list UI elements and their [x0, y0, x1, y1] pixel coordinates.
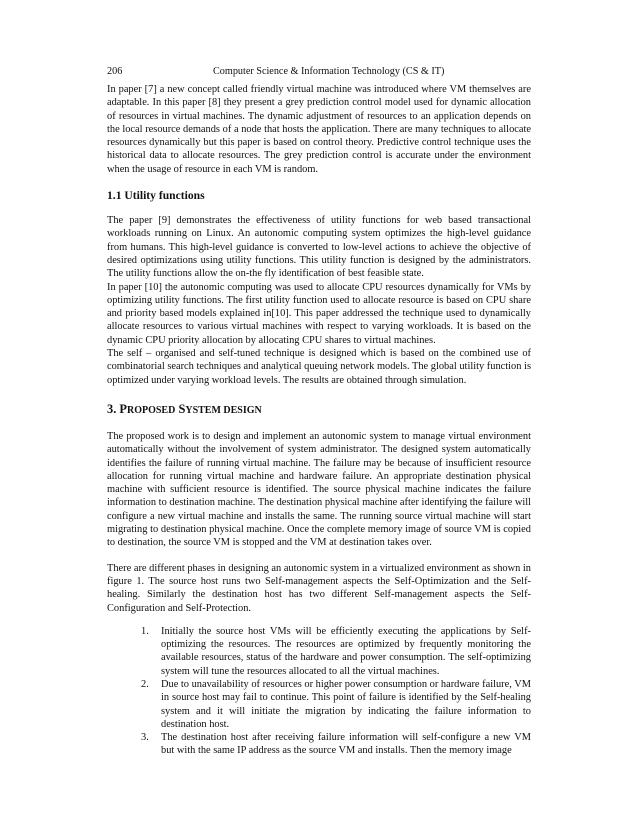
- list-item-number: 1.: [141, 625, 149, 637]
- list-item: [124, 731, 531, 758]
- list-item-number: 3.: [141, 732, 149, 744]
- page-number: 206: [107, 66, 123, 77]
- section-heading-proposed-system-design: [107, 402, 531, 418]
- section-heading-utility-functions: 1.1 Utility functions: [107, 189, 205, 203]
- section-number: 3.: [107, 401, 117, 416]
- list-item-text: Due to unavailability of resources or higher power consumption or hardware failure, VM in source host may fail to continue. This point of failure is identified by the Self-healing system and it will initiate the migration by indicating the failure information to destination host.: [161, 678, 532, 730]
- list-item: [124, 678, 531, 731]
- proposed-paragraph-2: There are different phases in designing an autonomic system in a virtualized environment as shown in figure 1. The source host runs two Self-management aspects the Self-Optimization and the Self-healing. Similarly the destination host has two different Self-management aspects the Self-Configuration and Self-Protection.: [107, 562, 531, 614]
- utility-paragraph-2: In paper [10] the autonomic computing was used to allocate CPU resources dynamically for VMs by optimizing utility functions. The first utility function used to allocate resource is based on CPU share and priority based models explained in[10]. This paper addressed the technique used to dynamically allocate resources to various virtual machines with respect to varying workloads. It is based on the dynamic CPU priority allocation by allocating CPU shares to virtual machines.: [107, 281, 531, 346]
- utility-paragraph-1: The paper [9] demonstrates the effectiveness of utility functions for web based transactional workloads running on Linux. An autonomic computing system optimizes the high-level guidance from humans. This high-level guidance is converted to low-level actions to achieve the objective of desired optimizations using utility functions. This utility function is designed by the administrators. The utility functions allow the on-the fly identification of best feasible state.: [107, 215, 531, 280]
- heading-word-proposed: ROPOSED: [126, 404, 176, 416]
- list-item-number: 2.: [141, 678, 149, 690]
- utility-paragraph-3: The self – organised and self-tuned technique is designed which is based on the combined use of combinatorial search techniques and analytical queuing network models. The global utility function is optimized under varying workload levels. The results are obtained through simulation.: [107, 348, 531, 386]
- heading-initial-p: P: [119, 401, 127, 416]
- list-item-text: The destination host after receiving failure information will self-configure a new VM but with the same IP address as the source VM and installs. Then the memory image: [161, 732, 531, 757]
- phase-list: [107, 625, 531, 758]
- intro-paragraph: In paper [7] a new concept called friendly virtual machine was introduced where VM themselves are adaptable. In this paper [8] they present a grey prediction control model used for dynamic allocation of resources in virtual machines. The dynamic adjustment of resources to an application depends on the local resource demands of a node that hosts the application. There are many techniques to allocate resources dynamically but this paper is based on control theory. Predictive control technique uses the historical data to allocate resources. The grey prediction control is accurate under the environment when the usage of resource in each VM is random.: [107, 84, 531, 175]
- heading-words-system-design: YSTEM DESIGN: [185, 404, 262, 416]
- body-text: [107, 83, 531, 758]
- list-item-text: Initially the source host VMs will be efficiently executing the applications by Self-optimizing the resources. The resources are optimized by frequently monitoring the available resources, status of the hardware and power consumption. The self-optimizing system will tune the resources allocated to all the virtual machines.: [161, 625, 531, 677]
- journal-title: Computer Science & Information Technology (CS & IT): [213, 66, 445, 77]
- list-item: [124, 625, 531, 678]
- proposed-paragraph-1: The proposed work is to design and implement an autonomic system to manage virtual environment automatically without the involvement of system administrator. The designed system automatically identifies the failure of running virtual machine. The failure may be because of insufficient resource allocation for running virtual machine and hardware failure. An appropriate destination physical machine with sufficient resource is identified. The source physical machine indicates the failure information to destination machine. The destination physical machine after identifying the failure will configure a new virtual machine and installs the same. The running source virtual machine will start migrating to destination physical machine. Once the complete memory image of source VM is copied to destination, the source VM is stopped and the VM at destination takes over.: [107, 430, 531, 549]
- heading-initial-s: S: [178, 401, 186, 416]
